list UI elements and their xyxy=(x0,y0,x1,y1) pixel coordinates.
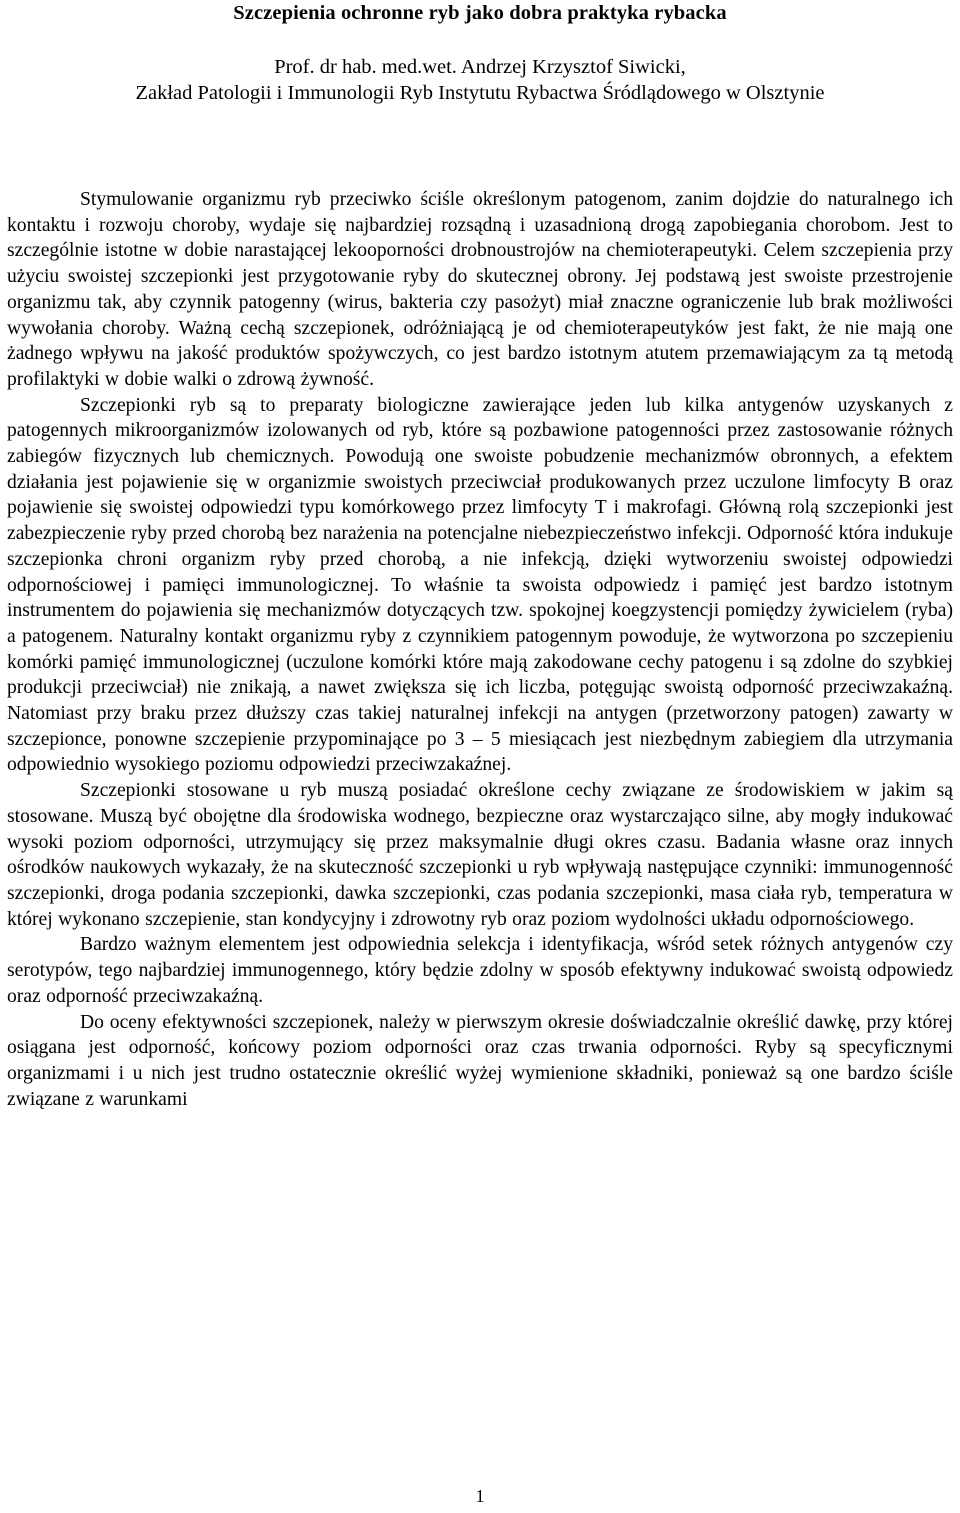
page-number: 1 xyxy=(475,1486,485,1506)
document-body xyxy=(7,187,953,1112)
author-name: Prof. dr hab. med.wet. Andrzej Krzysztof Siwicki, xyxy=(274,56,686,78)
paragraph: Do oceny efektywności szczepionek, należy w pierwszym okresie doświadczalnie określić dawkę, przy której osiągana jest odporność, końcowy poziom odporności oraz czas trwania odporności. Ryby są specyficznymi organizmami i u nich jest trudno ostatecznie określić wyżej wymienione składniki, ponieważ są one bardzo ściśle związane z warunkami xyxy=(7,1011,953,1110)
author-block xyxy=(7,54,953,106)
paragraph: Szczepionki ryb są to preparaty biologiczne zawierające jeden lub kilka antygenów uzyskanych z patogennych mikroorganizmów izolowanych od ryb, które są pozbawione patogenności przez zastosowanie różnych zabiegów fizycznych lub chemicznych. Powodują one swoiste pobudzenie mechanizmów obronnych, a efektem działania jest pojawienie się w organizmie swoistych przeciwciał produkowanych przez uczulone limfocyty B oraz pojawienie się swoistej odpowiedzi typu komórkowego przez limfocyty T i makrofagi. Główną rolą szczepionki jest zabezpieczenie ryby przed chorobą bez narażenia na potencjalne niebezpieczeństwo infekcji. Odporność która indukuje szczepionka chroni organizm ryby przed chorobą, a nie infekcją, dzięki wytworzeniu swoistej odpowiedzi odpornościowej i pamięci immunologicznej. To właśnie ta swoista odpowiedz i pamięć jest bardzo istotnym instrumentem do pojawienia się mechanizmów dotyczących tzw. spokojnej koegzystencji pomiędzy żywicielem (ryba) a patogenem. Naturalny kontakt organizmu ryby z czynnikiem patogennym powoduje, że wytworzona po szczepieniu komórki pamięć immunologicznej (uczulone komórki które mają zakodowane cechy patogenu i są zdolne do szybkiej produkcji przeciwciał) nie znikają, a nawet zwiększa się ich liczba, potęgując swoistą odporność przeciwzakaźną. Natomiast przy braku przez dłuższy czas takiej naturalnej infekcji na antygen (przetworzony patogen) zawarty w szczepionce, ponowne szczepienie przypominające po 3 – 5 miesiącach jest niezbędnym zabiegiem dla utrzymania odpowiednio wysokiego poziomu odpowiedzi przeciwzakaźnej. xyxy=(7,394,953,776)
paragraph: Stymulowanie organizmu ryb przeciwko ściśle określonym patogenom, zanim dojdzie do naturalnego ich kontaktu i rozwoju choroby, wydaje się najbardziej rozsądną i uzasadnioną drogą zapobiegania chorobom. Jest to szczególnie istotne w dobie narastającej lekooporności drobnoustrojów na chemioterapeutyki. Celem szczepienia przy użyciu swoistej szczepionki jest przygotowanie ryby do skutecznej obrony. Jej podstawą jest swoiste przestrojenie organizmu tak, aby czynnik patogenny (wirus, bakteria czy pasożyt) miał znaczne ograniczenie lub brak możliwości wywołania choroby. Ważną cechą szczepionek, odróżniającą je od chemioterapeutyków jest fakt, że nie mają one żadnego wpływu na jakość produktów spożywczych, co jest bardzo istotnym atutem przemawiającym za tą metodą profilaktyki w dobie walki o zdrową żywność. xyxy=(7,189,953,390)
paragraph: Szczepionki stosowane u ryb muszą posiadać określone cechy związane ze środowiskiem w jakim są stosowane. Muszą być obojętne dla środowiska wodnego, bezpieczne oraz wystarczająco silne, aby mogły indukować wysoki poziom odporności, utrzymujący się przez maksymalnie długi okres czasu. Badania własne oraz innych ośrodków naukowych wykazały, że na skuteczność szczepionki u ryb wpływają następujące czynniki: immunogenność szczepionki, droga podania szczepionki, dawka szczepionki, czas podania szczepionki, masa ciała ryb, temperatura w której wykonano szczepienie, stan kondycyjny i zdrowotny ryb oraz poziom wydolności układu odpornościowego. xyxy=(7,780,953,930)
author-affiliation: Zakład Patologii i Immunologii Ryb Instytutu Rybactwa Śródlądowego w Olsztynie xyxy=(135,82,825,104)
paragraph: Bardzo ważnym elementem jest odpowiednia selekcja i identyfikacja, wśród setek różnych antygenów czy serotypów, tego najbardziej immunogennego, który będzie zdolny w sposób efektywny indukować swoistą odpowiedz oraz odporność przeciwzakaźną. xyxy=(7,934,953,1007)
document-title: Szczepienia ochronne ryb jako dobra praktyka rybacka xyxy=(233,2,727,24)
